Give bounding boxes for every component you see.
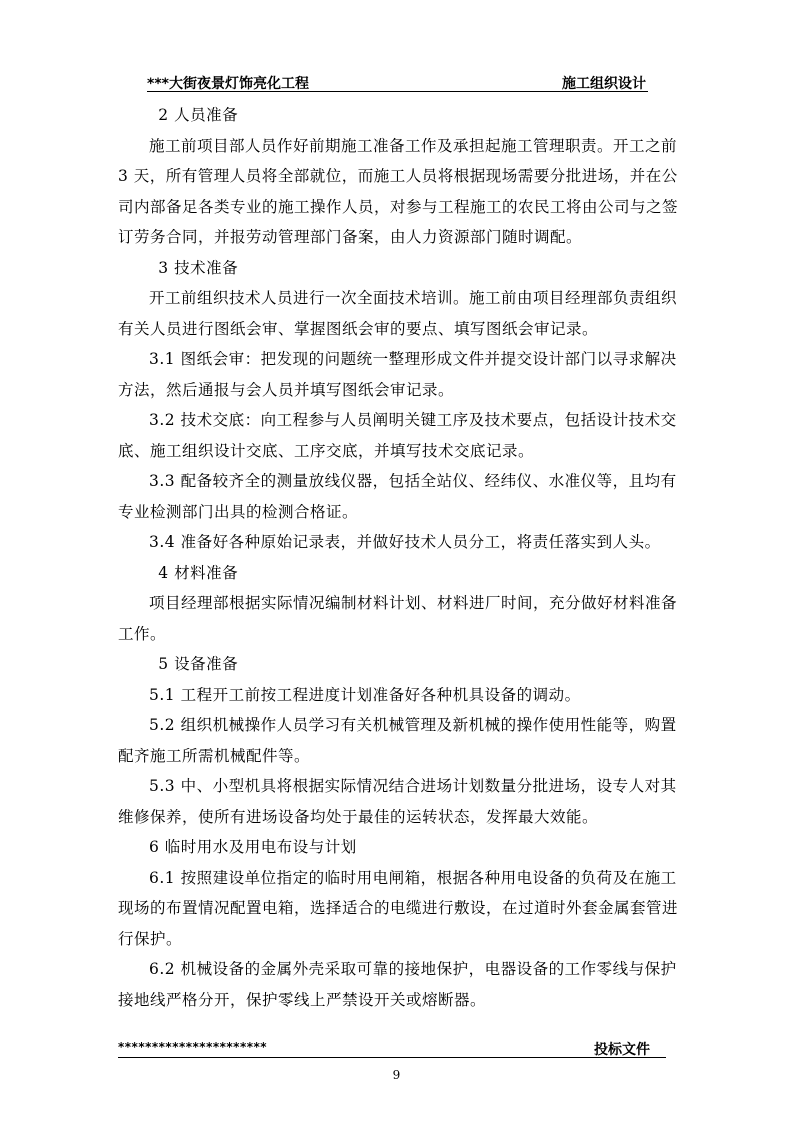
page-header xyxy=(147,73,648,92)
paragraph-operator-training: 5.2 组织机械操作人员学习有关机械管理及新机械的操作使用性能等，购置配齐施工所需机械配件等。 xyxy=(118,716,677,765)
section-heading-technical: 3 技术准备 xyxy=(158,258,239,277)
paragraph-records: 3.4 准备好各种原始记录表，并做好技术人员分工，将责任落实到人头。 xyxy=(149,533,661,551)
paragraph-technical-training: 开工前组织技术人员进行一次全面技术培训。施工前由项目经理部负责组织有关人员进行图纸会审、掌握图纸会审的要点、填写图纸会审记录。 xyxy=(118,289,678,338)
footer-document-label: 投标文件 xyxy=(594,1042,650,1058)
paragraph-materials: 项目经理部根据实际情况编制材料计划、材料进厂时间，充分做好材料准备工作。 xyxy=(118,594,678,643)
page-footer xyxy=(118,1040,666,1058)
document-body xyxy=(118,100,678,1015)
paragraph-survey-instruments: 3.3 配备较齐全的测量放线仪器，包括全站仪、经纬仪、水准仪等，且均有专业检测部门出具的检测合格证。 xyxy=(118,472,677,521)
paragraph-power-distribution: 6.1 按照建设单位指定的临时用电闸箱，根据各种用电设备的负荷及在施工现场的布置情况配置电箱，选择适合的电缆进行敷设，在过道时外套金属套管进行保护。 xyxy=(118,868,679,948)
paragraph-machine-maintenance: 5.3 中、小型机具将根据实际情况结合进场计划数量分批进场，设专人对其维修保养，使所有进场设备均处于最佳的运转状态，发挥最大效能。 xyxy=(118,777,677,826)
header-document-type: 施工组织设计 xyxy=(562,76,646,92)
section-heading-materials: 4 材料准备 xyxy=(158,563,239,582)
header-project-title: ***大街夜景灯饰亮化工程 xyxy=(147,76,309,92)
footer-stars: ********************** xyxy=(118,1040,268,1054)
paragraph-personnel: 施工前项目部人员作好前期施工准备工作及承担起施工管理职责。开工之前 3 天，所有管理人员将全部就位，而施工人员将根据现场需要分批进场，并在公司内部备足各类专业的施工操作人员，对参与工程施工的农民工将由公司与之签订劳务合同，并报劳动管理部门备案，由人力资源部门随时调配。 xyxy=(118,136,679,246)
section-heading-personnel: 2 人员准备 xyxy=(158,106,239,124)
paragraph-grounding: 6.2 机械设备的金属外壳采取可靠的接地保护，电器设备的工作零线与保护接地线严格分开，保护零线上严禁设开关或熔断器。 xyxy=(118,960,677,1009)
section-heading-equipment: 5 设备准备 xyxy=(158,655,239,673)
paragraph-drawing-review: 3.1 图纸会审：把发现的问题统一整理形成文件并提交设计部门以寻求解决方法，然后通报与会人员并填写图纸会审记录。 xyxy=(118,350,677,399)
paragraph-equipment-dispatch: 5.1 工程开工前按工程进度计划准备好各种机具设备的调动。 xyxy=(149,685,581,704)
paragraph-technical-briefing: 3.2 技术交底：向工程参与人员阐明关键工序及技术要点，包括设计技术交底、施工组织设计交底、工序交底，并填写技术交底记录。 xyxy=(118,411,677,460)
page-number: 9 xyxy=(392,1068,401,1082)
section-heading-temporary-utilities: 6 临时用水及用电布设与计划 xyxy=(149,838,357,856)
